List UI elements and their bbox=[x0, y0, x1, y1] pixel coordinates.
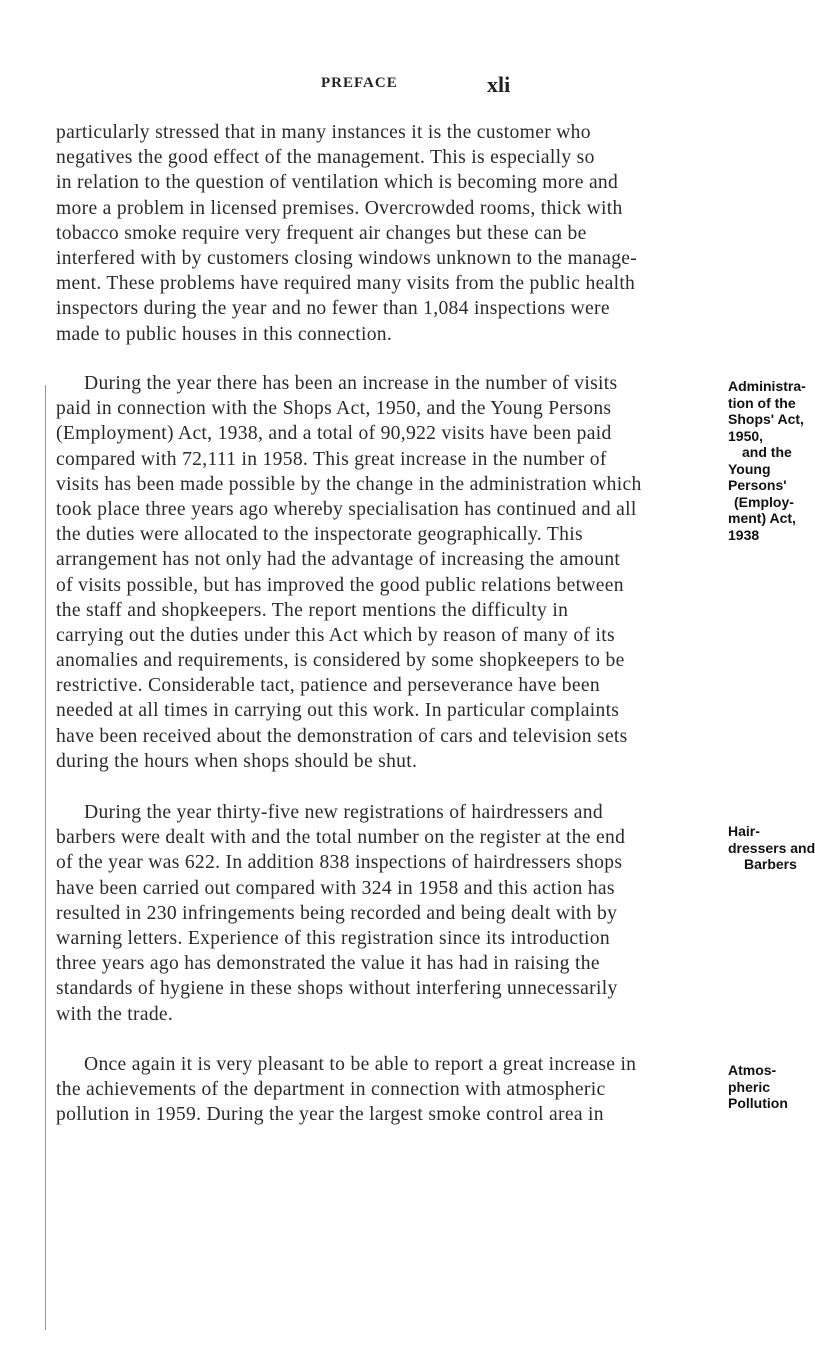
paragraph-atmospheric-pollution bbox=[56, 1052, 720, 1128]
text-line: the staff and shopkeepers. The report mentions the difficulty in bbox=[56, 599, 569, 621]
text-line: of the year was 622. In addition 838 inspections of hairdressers shops bbox=[56, 852, 623, 874]
text-line: pollution in 1959. During the year the largest smoke control area in bbox=[56, 1104, 604, 1126]
text-line: Once again it is very pleasant to be able to report a great increase in bbox=[84, 1054, 637, 1075]
margin-note-line: Barbers bbox=[744, 856, 797, 872]
paragraph-ventilation bbox=[56, 120, 720, 347]
text-line: anomalies and requirements, is considered by some shopkeepers to be bbox=[56, 650, 625, 672]
text-line: during the hours when shops should be shut. bbox=[56, 750, 418, 772]
text-line: the achievements of the department in connection with atmospheric bbox=[56, 1079, 606, 1101]
text-line: carrying out the duties under this Act which by reason of many of its bbox=[56, 624, 615, 646]
text-line: paid in connection with the Shops Act, 1950, and the Young Persons bbox=[56, 398, 612, 420]
text-line: arrangement has not only had the advantage of increasing the amount bbox=[56, 549, 621, 571]
text-line: made to public houses in this connection. bbox=[56, 323, 393, 345]
text-line: have been carried out compared with 324 in 1958 and this action has bbox=[56, 877, 615, 899]
margin-note-line: dressers and bbox=[728, 839, 815, 856]
text-line: have been received about the demonstration of cars and television sets bbox=[56, 725, 628, 747]
text-line: standards of hygiene in these shops without interfering unnecessarily bbox=[56, 978, 618, 1000]
text-line: with the trade. bbox=[56, 1003, 174, 1025]
text-line: interfered with by customers closing windows unknown to the manage- bbox=[56, 247, 638, 269]
margin-note-line: 1938 bbox=[728, 526, 760, 543]
margin-note-line: pheric bbox=[728, 1078, 771, 1095]
text-line: barbers were dealt with and the total number on the register at the end bbox=[56, 827, 626, 849]
margin-note-line: Hair- bbox=[728, 823, 760, 839]
text-line: ment. These problems have required many visits from the public health bbox=[56, 273, 636, 295]
margin-note-line: 1950, bbox=[728, 427, 764, 444]
margin-note-line: tion of the bbox=[728, 394, 796, 411]
text-line: inspectors during the year and no fewer than 1,084 inspections were bbox=[56, 298, 610, 320]
margin-note-line: ment) Act, bbox=[728, 510, 796, 526]
text-line: in relation to the question of ventilation which is becoming more and bbox=[56, 172, 619, 194]
text-line: tobacco smoke require very frequent air changes but these can be bbox=[56, 222, 587, 244]
text-line: visits has been made possible by the change in the administration which bbox=[56, 473, 642, 495]
margin-note-line: Pollution bbox=[728, 1095, 788, 1111]
margin-note-line: Young bbox=[728, 460, 771, 477]
margin-note-line: Administra- bbox=[728, 378, 806, 394]
margin-note-hairdressers bbox=[728, 823, 815, 873]
text-line: particularly stressed that in many instances it is the customer who bbox=[56, 122, 591, 143]
text-line: negatives the good effect of the management. This is especially so bbox=[56, 147, 595, 169]
text-line: the duties were allocated to the inspectorate geographically. This bbox=[56, 524, 583, 546]
text-line: resulted in 230 infringements being recorded and being dealt with by bbox=[56, 902, 618, 924]
text-line: During the year there has been an increase in the number of visits bbox=[84, 373, 618, 394]
text-line: warning letters. Experience of this registration since its introduction bbox=[56, 927, 610, 949]
page-header bbox=[0, 72, 800, 105]
text-line: compared with 72,111 in 1958. This great increase in the number of bbox=[56, 448, 607, 470]
text-line: restrictive. Considerable tact, patience and perseverance have been bbox=[56, 675, 600, 697]
text-line: needed at all times in carrying out this work. In particular complaints bbox=[56, 700, 620, 722]
margin-note-line: Atmos- bbox=[728, 1062, 777, 1078]
text-line: of visits possible, but has improved the good public relations between bbox=[56, 574, 624, 596]
margin-note-line: Persons' bbox=[728, 477, 787, 493]
running-head: PREFACE bbox=[321, 75, 398, 91]
page-number: xli bbox=[487, 72, 511, 97]
text-line: (Employment) Act, 1938, and a total of 90,922 visits have been paid bbox=[56, 423, 612, 445]
text-line: more a problem in licensed premises. Overcrowded rooms, thick with bbox=[56, 197, 623, 219]
margin-note-line: Shops' Act, bbox=[728, 411, 804, 427]
text-line: During the year thirty-five new registrations of hairdressers and bbox=[84, 802, 603, 823]
paragraph-shops-act bbox=[56, 371, 720, 774]
margin-note-line: (Employ- bbox=[734, 493, 794, 510]
margin-note-shops-act bbox=[728, 378, 806, 543]
margin-note-line: and the bbox=[742, 444, 792, 460]
margin-note-atmospheric-pollution bbox=[728, 1062, 802, 1112]
text-line: three years ago has demonstrated the value it has had in raising the bbox=[56, 953, 600, 975]
paragraph-hairdressers bbox=[56, 800, 720, 1027]
text-line: took place three years ago whereby specialisation has continued and all bbox=[56, 498, 637, 520]
margin-rule bbox=[45, 385, 46, 1330]
